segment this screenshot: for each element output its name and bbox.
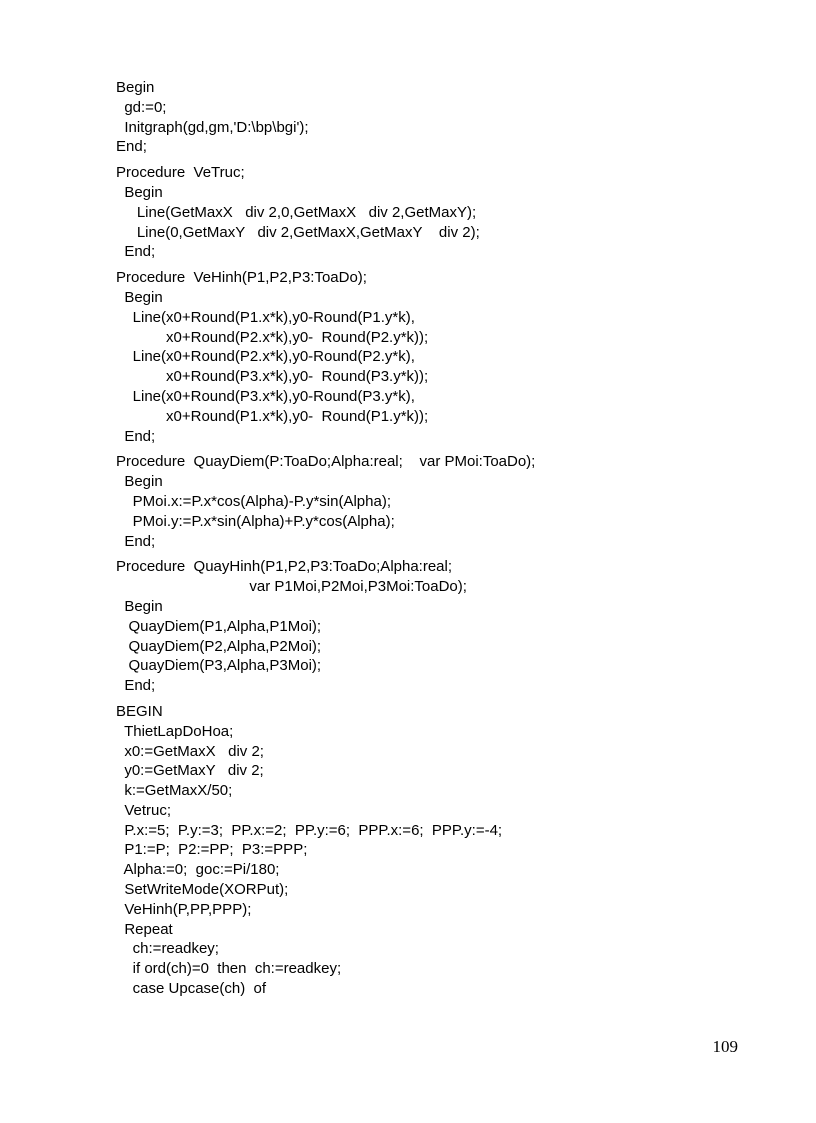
code-line: k:=GetMaxX/50; bbox=[116, 782, 233, 800]
code-line: QuayDiem(P3,Alpha,P3Moi); bbox=[116, 657, 322, 675]
code-line: Procedure QuayDiem(P:ToaDo;Alpha:real; var PMoi:ToaDo); bbox=[116, 453, 536, 471]
code-line: Line(x0+Round(P3.x*k),y0-Round(P3.y*k), bbox=[116, 387, 415, 405]
code-line: x0+Round(P2.x*k),y0- Round(P2.y*k)); bbox=[116, 328, 429, 346]
code-line: Vetruc; bbox=[116, 801, 172, 819]
code-line: Line(x0+Round(P2.x*k),y0-Round(P2.y*k), bbox=[116, 348, 415, 366]
code-line: QuayDiem(P2,Alpha,P2Moi); bbox=[116, 637, 322, 655]
code-line: gd:=0; bbox=[116, 98, 167, 116]
code-line: PMoi.y:=P.x*sin(Alpha)+P.y*cos(Alpha); bbox=[116, 512, 395, 530]
page-number: 109 bbox=[712, 1037, 738, 1056]
code-section-quayhinh bbox=[116, 557, 756, 696]
code-line: var P1Moi,P2Moi,P3Moi:ToaDo); bbox=[116, 578, 467, 596]
code-line: End; bbox=[116, 532, 156, 550]
code-line: Initgraph(gd,gm,'D:\bp\bgi'); bbox=[116, 118, 309, 136]
code-line: BEGIN bbox=[116, 702, 163, 720]
code-line: Begin bbox=[116, 473, 163, 491]
code-line: P1:=P; P2:=PP; P3:=PPP; bbox=[116, 841, 308, 859]
code-line: Procedure QuayHinh(P1,P2,P3:ToaDo;Alpha:real; bbox=[116, 558, 453, 576]
code-line: Line(GetMaxX div 2,0,GetMaxX div 2,GetMaxY); bbox=[116, 203, 477, 221]
code-section-initgraph bbox=[116, 78, 756, 157]
code-line: Line(x0+Round(P1.x*k),y0-Round(P1.y*k), bbox=[116, 308, 415, 326]
code-line: case Upcase(ch) of bbox=[116, 980, 267, 998]
code-line: VeHinh(P,PP,PPP); bbox=[116, 900, 252, 918]
code-line: End; bbox=[116, 677, 156, 695]
code-line: y0:=GetMaxY div 2; bbox=[116, 762, 264, 780]
code-section-vetruc bbox=[116, 163, 756, 262]
code-line: Begin bbox=[116, 79, 155, 96]
code-section-quaydiem bbox=[116, 452, 756, 551]
code-line: Procedure VeTruc; bbox=[116, 164, 245, 182]
code-line: Repeat bbox=[116, 920, 173, 938]
code-listing bbox=[116, 78, 756, 1005]
code-line: PMoi.x:=P.x*cos(Alpha)-P.y*sin(Alpha); bbox=[116, 492, 391, 510]
code-line: ch:=readkey; bbox=[116, 940, 219, 958]
code-line: SetWriteMode(XORPut); bbox=[116, 881, 289, 899]
code-line: Line(0,GetMaxY div 2,GetMaxX,GetMaxY div 2); bbox=[116, 223, 480, 241]
code-line: End; bbox=[116, 243, 156, 261]
code-line: QuayDiem(P1,Alpha,P1Moi); bbox=[116, 617, 322, 635]
code-line: P.x:=5; P.y:=3; PP.x:=2; PP.y:=6; PPP.x:=6; PPP.y:=-4; bbox=[116, 821, 503, 839]
code-section-main bbox=[116, 702, 756, 999]
code-line: Alpha:=0; goc:=Pi/180; bbox=[116, 861, 280, 879]
code-line: End; bbox=[116, 138, 147, 156]
code-line: Begin bbox=[116, 288, 163, 306]
code-line: if ord(ch)=0 then ch:=readkey; bbox=[116, 960, 342, 978]
code-section-vehinh bbox=[116, 268, 756, 446]
code-line: x0:=GetMaxX div 2; bbox=[116, 742, 264, 760]
code-line: Procedure VeHinh(P1,P2,P3:ToaDo); bbox=[116, 269, 367, 287]
code-line: Begin bbox=[116, 183, 163, 201]
code-line: x0+Round(P1.x*k),y0- Round(P1.y*k)); bbox=[116, 407, 429, 425]
code-line: x0+Round(P3.x*k),y0- Round(P3.y*k)); bbox=[116, 368, 429, 386]
code-line: ThietLapDoHoa; bbox=[116, 722, 234, 740]
code-line: Begin bbox=[116, 597, 163, 615]
code-line: End; bbox=[116, 427, 156, 445]
